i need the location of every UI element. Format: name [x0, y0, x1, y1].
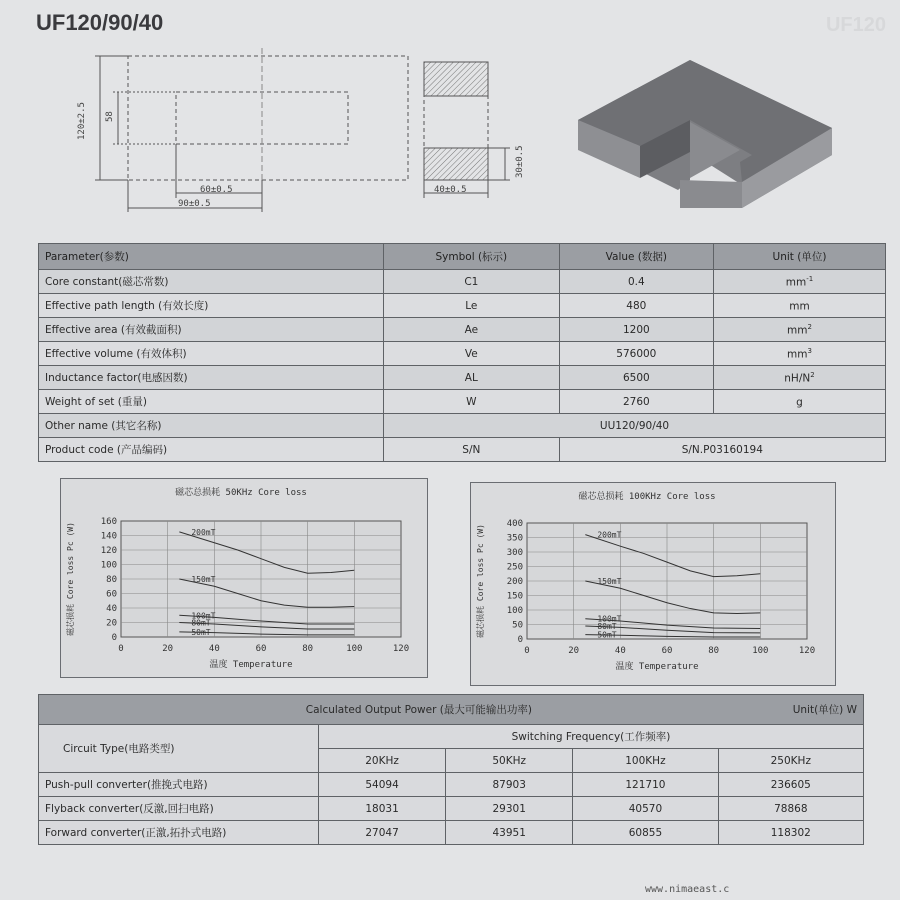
power-title: Calculated Output Power (最大可能输出功率): [305, 704, 532, 716]
param-symbol: Le: [384, 294, 560, 318]
unit-base: mm: [785, 276, 807, 289]
chart-100khz-svg: [471, 483, 835, 685]
y-tick-label: 100: [100, 560, 117, 571]
power-unit: Unit(单位) W: [792, 704, 857, 716]
header-value: Value (数据): [559, 244, 713, 270]
param-name: Core constant(磁芯常数): [39, 270, 384, 294]
x-tick-label: 20: [568, 646, 580, 656]
other-name-label: Other name (其它名称): [39, 414, 384, 438]
param-unit: [714, 318, 886, 342]
outer-width-dim-label: 90±0.5: [178, 199, 211, 209]
power-value: 27047: [319, 821, 446, 845]
side-view-drawing: [424, 62, 510, 198]
y-tick-label: 0: [111, 633, 117, 643]
ghost-title: UF120: [825, 14, 886, 36]
window-height-dim-label: 58: [105, 111, 115, 122]
unit-base: mm: [789, 300, 810, 313]
y-tick-label: 400: [506, 519, 523, 529]
other-name-value: UU120/90/40: [384, 414, 886, 438]
param-name: Effective volume (有效体积): [39, 342, 384, 366]
core-3d-illustration: [578, 60, 832, 208]
x-tick-label: 120: [798, 646, 816, 656]
chart-title: 磁芯总损耗 100KHz Core loss: [578, 492, 716, 502]
y-tick-label: 140: [100, 531, 117, 542]
power-value: 236605: [718, 773, 863, 797]
y-tick-label: 0: [517, 635, 523, 645]
footer-url: www.nimaeast.c: [645, 884, 730, 895]
x-tick-label: 100: [752, 646, 769, 656]
y-tick-label: 300: [506, 548, 523, 558]
circuit-label: Push-pull converter(推挽式电路): [39, 773, 319, 797]
unit-sup: 2: [807, 322, 812, 331]
param-value: 0.4: [559, 270, 713, 294]
switching-frequency-label: Switching Frequency(工作频率): [319, 725, 864, 749]
table-row: [39, 390, 886, 414]
x-axis-label: 温度 Temperature: [209, 660, 293, 670]
freq-header: 50KHz: [446, 749, 573, 773]
param-name: Inductance factor(电感因数): [39, 366, 384, 390]
table-row: [39, 270, 886, 294]
table-row: [39, 342, 886, 366]
table-row: [39, 318, 886, 342]
param-value: 2760: [559, 390, 713, 414]
param-value: 1200: [559, 318, 713, 342]
param-name: Effective path length (有效长度): [39, 294, 384, 318]
table-row: [39, 821, 864, 845]
header-parameter: Parameter(参数): [39, 244, 384, 270]
power-value: 40570: [573, 797, 718, 821]
y-axis-label: 磁芯损耗 Core loss Pc (W): [476, 524, 485, 638]
circuit-label: Flyback converter(反激,回扫电路): [39, 797, 319, 821]
unit-sup: -1: [806, 274, 814, 283]
param-unit: [714, 294, 886, 318]
series-label: 150mT: [191, 575, 216, 584]
product-code-symbol: S/N: [384, 438, 560, 462]
power-value: 43951: [446, 821, 573, 845]
x-tick-label: 80: [708, 646, 720, 656]
front-view-drawing: [95, 48, 408, 212]
y-tick-label: 150: [506, 591, 523, 602]
series-label: 50mT: [191, 627, 211, 637]
power-value: 60855: [573, 821, 718, 845]
y-tick-label: 50: [512, 620, 523, 631]
chart-50khz-svg: [61, 479, 427, 677]
param-symbol: AL: [384, 366, 560, 390]
x-tick-label: 0: [118, 644, 124, 654]
power-value: 18031: [319, 797, 446, 821]
series-label: 150mT: [597, 577, 622, 586]
unit-base: mm: [787, 324, 808, 337]
height-dim-label: 120±2.5: [77, 102, 87, 140]
x-tick-label: 60: [255, 644, 267, 654]
series-label: 80mT: [191, 618, 211, 628]
parameter-table-header: [39, 244, 886, 270]
power-title-cell: [39, 695, 864, 725]
param-value: 576000: [559, 342, 713, 366]
series-label: 100mT: [191, 611, 216, 621]
series-label: 50mT: [597, 630, 617, 640]
power-value: 29301: [446, 797, 573, 821]
header-symbol: Symbol (标示): [384, 244, 560, 270]
freq-header: 20KHz: [319, 749, 446, 773]
param-value: 6500: [559, 366, 713, 390]
param-name: Effective area (有效截面积): [39, 318, 384, 342]
unit-sup: 2: [810, 370, 815, 379]
table-row: [39, 773, 864, 797]
chart-title: 磁芯总损耗 50KHz Core loss: [175, 488, 307, 498]
param-name: Weight of set (重量): [39, 390, 384, 414]
y-tick-label: 250: [506, 562, 523, 573]
x-tick-label: 40: [208, 644, 220, 654]
param-unit: [714, 342, 886, 366]
chart-50khz: [60, 478, 428, 678]
window-width-dim-label: 60±0.5: [200, 185, 233, 195]
unit-sup: 3: [807, 346, 812, 355]
x-tick-label: 40: [614, 646, 626, 656]
series-label: 200mT: [191, 527, 216, 537]
y-axis-label: 磁芯损耗 Core loss Pc (W): [66, 522, 75, 636]
table-row: [39, 366, 886, 390]
param-symbol: C1: [384, 270, 560, 294]
y-tick-label: 40: [106, 604, 117, 614]
unit-base: g: [796, 396, 803, 409]
param-unit: [714, 366, 886, 390]
y-tick-label: 100: [506, 606, 523, 616]
x-tick-label: 20: [162, 644, 174, 654]
param-symbol: W: [384, 390, 560, 414]
y-tick-label: 120: [100, 546, 117, 556]
param-unit: [714, 270, 886, 294]
unit-base: mm: [787, 348, 808, 361]
param-symbol: Ve: [384, 342, 560, 366]
freq-header: 100KHz: [573, 749, 718, 773]
power-value: 78868: [718, 797, 863, 821]
chart-100khz: [470, 482, 836, 686]
table-row: [39, 797, 864, 821]
series-label: 200mT: [597, 530, 622, 540]
x-tick-label: 0: [524, 646, 530, 656]
power-value: 54094: [319, 773, 446, 797]
power-value: 118302: [718, 821, 863, 845]
y-tick-label: 160: [100, 517, 117, 527]
series-label: 80mT: [597, 621, 617, 631]
switching-row: [39, 725, 864, 749]
unit-base: nH/N: [784, 372, 811, 385]
freq-header: 250KHz: [718, 749, 863, 773]
product-code-label: Product code (产品编码): [39, 438, 384, 462]
param-unit: [714, 390, 886, 414]
x-tick-label: 120: [392, 644, 410, 654]
header-unit: Unit (单位): [714, 244, 886, 270]
table-row: [39, 294, 886, 318]
y-tick-label: 80: [106, 575, 117, 585]
core-drawings: [0, 40, 900, 230]
series-label: 100mT: [597, 614, 622, 624]
x-tick-label: 100: [346, 644, 363, 654]
output-power-table: [38, 694, 864, 845]
x-tick-label: 60: [661, 646, 673, 656]
x-axis-label: 温度 Temperature: [615, 662, 699, 672]
power-value: 87903: [446, 773, 573, 797]
y-tick-label: 20: [106, 618, 117, 629]
table-row: [39, 438, 886, 462]
side-thickness-dim-label: 40±0.5: [434, 185, 467, 195]
page-title: UF120/90/40: [36, 10, 164, 35]
y-tick-label: 60: [106, 589, 117, 600]
x-tick-label: 80: [302, 644, 314, 654]
side-leg-dim-label: 30±0.5: [515, 145, 525, 178]
parameter-table: [38, 243, 886, 462]
y-tick-label: 350: [506, 533, 523, 544]
product-code-value: S/N.P03160194: [559, 438, 885, 462]
y-tick-label: 200: [506, 577, 523, 587]
power-title-row: [39, 695, 864, 725]
table-row: [39, 414, 886, 438]
circuit-label: Forward converter(正激,拓扑式电路): [39, 821, 319, 845]
circuit-type-label: Circuit Type(电路类型): [39, 725, 319, 773]
param-symbol: Ae: [384, 318, 560, 342]
power-value: 121710: [573, 773, 718, 797]
param-value: 480: [559, 294, 713, 318]
